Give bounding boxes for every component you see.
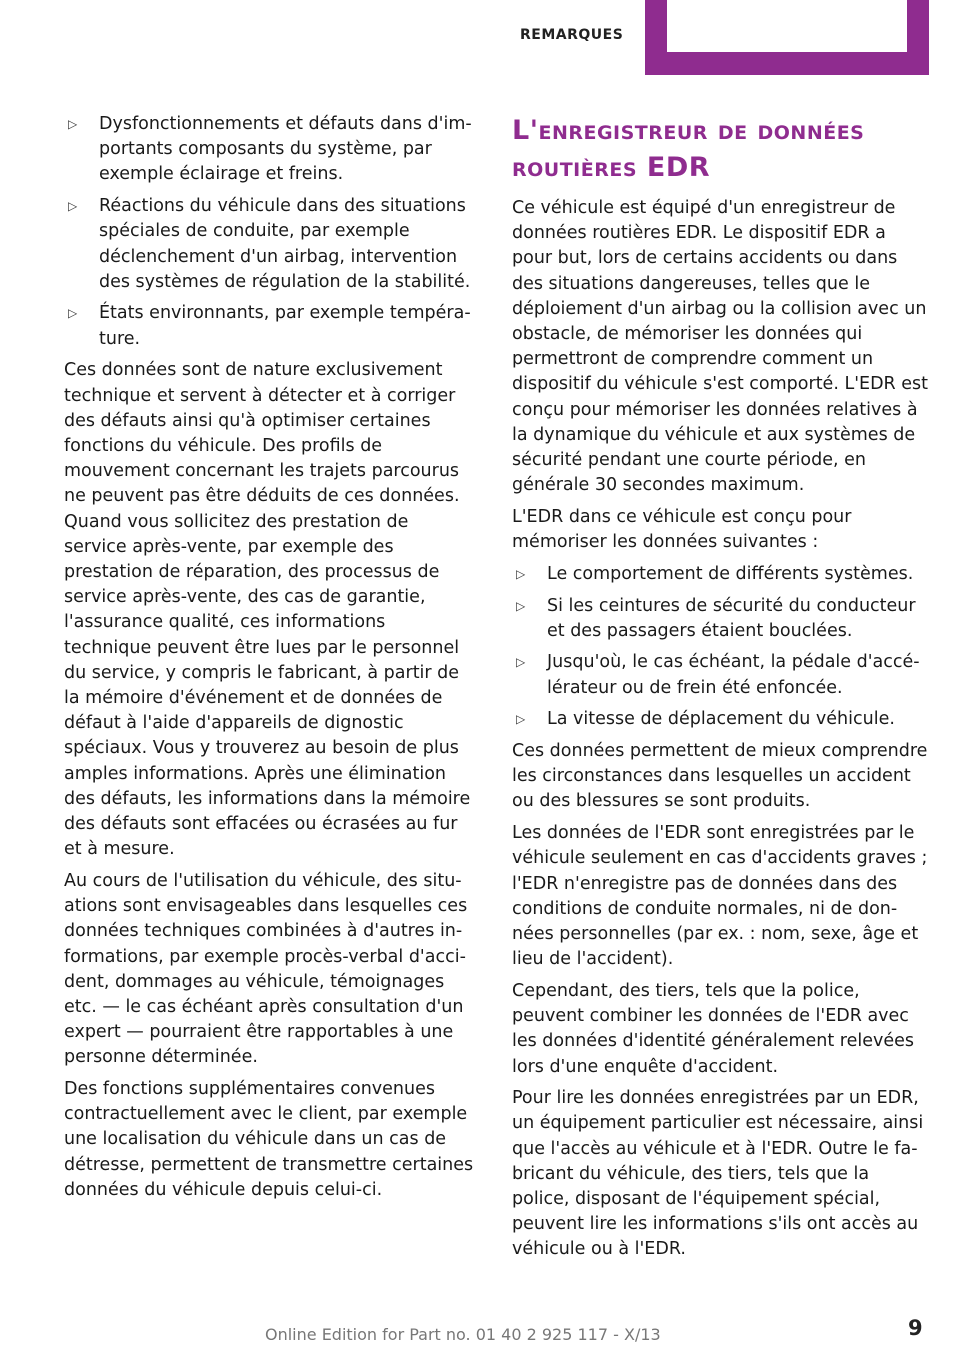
list-item: ▷ Dysfonctionnements et défauts dans d'importants composants du système, par exemple éclairage et freins.	[68, 114, 472, 185]
section-label: REMARQUES	[520, 27, 624, 43]
list-item: ▷ La vitesse de déplacement du véhicule.	[512, 707, 930, 732]
list-item: ▷ États environnants, par exemple température.	[68, 303, 471, 349]
paragraph: L'EDR dans ce véhicule est conçu pour mémoriser les données suivantes :	[512, 506, 852, 553]
section-tab	[645, 0, 929, 75]
triangle-bullet-icon: ▷	[516, 712, 526, 727]
triangle-bullet-icon: ▷	[68, 199, 78, 214]
paragraph: Les données de l'EDR sont enregistrées par le véhicule seulement en cas d'accidents graves ; l'EDR n'enregistre pas de données dans des conditions de conduite normales, ni de données personnelles (par ex. : nom, sexe, âge et lieu de l'accident).	[512, 823, 928, 970]
list-item: ▷ Jusqu'où, le cas échéant, la pédale d'accélérateur ou de frein été enfoncée.	[516, 652, 920, 698]
list-item: ▷ Réactions du véhicule dans des situations spéciales de conduite, par exemple déclenchement d'un airbag, intervention des systèmes de régulation de la stabilité.	[68, 196, 471, 292]
paragraph: Des fonctions supplémentaires convenues contractuellement avec le client, par exemple une localisation du véhicule dans un cas de détresse, permettent de transmettre certaines données du véhicule depuis celui-ci.	[64, 1079, 474, 1200]
section-heading: L'enregistreur de données routières EDR	[512, 115, 865, 183]
triangle-bullet-icon: ▷	[68, 306, 78, 321]
paragraph: Au cours de l'utilisation du véhicule, des situations sont envisageables dans lesquelles ces données techniques combinées à d'autres informations, par exemple procès-verbal d'accident, dommages au véhicule, témoignages etc. — le cas échéant après consultation d'un expert — pourraient être rapportables à une personne déterminée.	[64, 870, 468, 1068]
left-bullet-list	[64, 112, 476, 352]
triangle-bullet-icon: ▷	[516, 566, 526, 581]
paragraph: Pour lire les données enregistrées par un EDR, un équipement particulier est nécessaire, ainsi que l'accès au véhicule et à l'EDR. Outre le fabricant du véhicule, des tiers, tels que la police, disposant de l'équipement spécial, peuvent lire les informations s'ils ont accès au véhicule ou à l'EDR.	[512, 1088, 924, 1260]
left-column	[64, 112, 476, 1210]
page-number: 9	[908, 1316, 923, 1340]
list-item: ▷ Si les ceintures de sécurité du conducteur et des passagers étaient bouclées.	[516, 595, 916, 641]
right-bullet-list	[512, 562, 930, 733]
paragraph: Ces données sont de nature exclusivement technique et servent à détecter et à corriger des défauts ainsi qu'à optimiser certaines fonctions du véhicule. Des profils de mouvement concernant les trajets parcourus ne peuvent pas être déduits de ces données. Quand vous sollicitez des prestation de service après-vente, par exemple des prestation de réparation, des processus de service après-vente, des cas de garantie, l'assurance qualité, ces informations technique peuvent être lues par le personnel du service, y compris le fabricant, à partir de la mémoire d'événement et de données de défaut à l'aide d'appareils de dignostic spéciaux. Vous y trouverez au besoin de plus amples informations. Après une élimination des défauts, les informations dans la mémoire des défauts sont effacées ou écrasées au fur et à mesure.	[64, 360, 471, 860]
triangle-bullet-icon: ▷	[68, 117, 78, 131]
triangle-bullet-icon: ▷	[516, 655, 526, 670]
list-item: ▷ Le comportement de différents systèmes.	[512, 562, 930, 587]
edition-footer: Online Edition for Part no. 01 40 2 925 117 - X/13	[265, 1325, 661, 1344]
paragraph: Cependant, des tiers, tels que la police, peuvent combiner les données de l'EDR avec les données d'identité généralement relevées lors d'une enquête d'accident.	[512, 980, 915, 1077]
paragraph: Ce véhicule est équipé d'un enregistreur de données routières EDR. Le dispositif EDR a pour but, lors de certains accidents ou dans des situations dangereuses, telles que le déploiement d'un airbag ou la collision avec un obstacle, de mémoriser les données qui permettront de comprendre comment un dispositif du véhicule s'est comporté. L'EDR est conçu pour mémoriser les données relatives à la dynamique du véhicule et aux systèmes de sécurité pendant une courte période, en générale 30 secondes maximum.	[512, 198, 929, 496]
triangle-bullet-icon: ▷	[516, 598, 526, 613]
right-column	[512, 112, 930, 1269]
paragraph: Ces données permettent de mieux comprendre les circonstances dans lesquelles un accident ou des blessures se sont produits.	[512, 741, 928, 812]
